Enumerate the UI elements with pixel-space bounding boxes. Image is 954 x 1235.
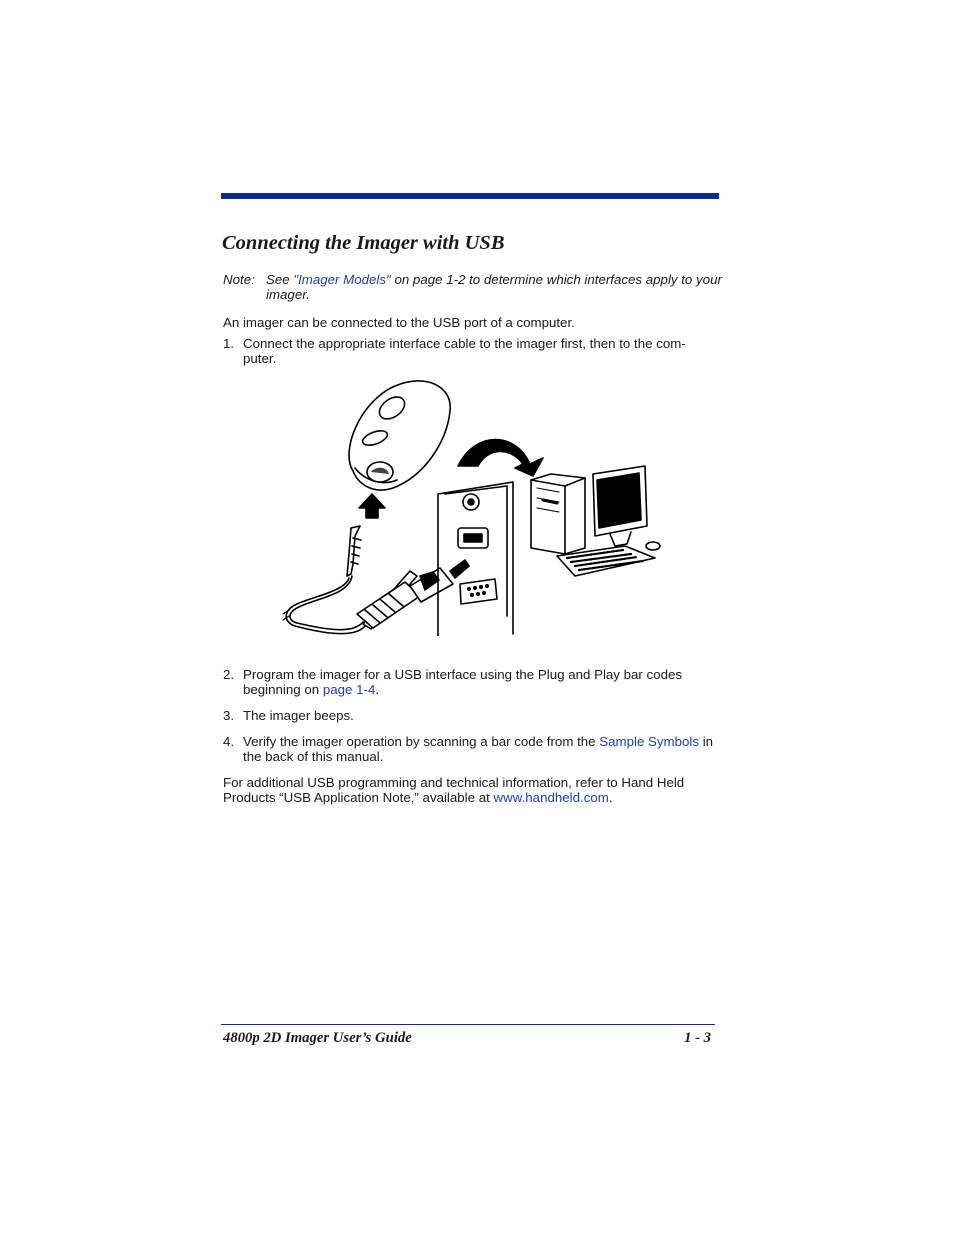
step-text [243,668,718,697]
note-suffix: on page 1-2 to determine which interfaces apply to your imager. [266,272,722,302]
step-text-before: Program the imager for a USB interface using the Plug and Play bar codes beginning on [243,667,683,697]
usb-connection-illustration [275,376,665,636]
step-1 [223,337,718,366]
note-block [223,273,723,302]
step-number: 1. [223,336,235,351]
computer-back-panel-icon [438,482,513,636]
step-text-after: in the back of this manual. [243,734,714,764]
note-prefix: See [266,272,294,287]
cable-icon [283,526,469,634]
imager-models-link[interactable]: "Imager Models" [293,272,391,287]
note-body [266,273,723,302]
footer-title: 4800p 2D Imager User’s Guide [223,1030,412,1046]
sample-symbols-link[interactable]: Sample Symbols [599,734,700,749]
header-rule [221,193,719,199]
footer-rule [221,1024,715,1025]
step-3 [223,709,718,724]
step-text: Connect the appropriate interface cable to the imager first, then to the com- puter. [243,336,686,366]
step-2 [223,668,718,697]
computer-icon [531,466,660,576]
closing-paragraph [223,776,718,805]
step-number: 4. [223,734,235,749]
step-text-before: Verify the imager operation by scanning a bar code from the [243,734,600,749]
step-4 [223,735,718,764]
step-number: 2. [223,667,235,682]
step-text-after: . [375,681,380,697]
closing-text-after: . [608,789,613,805]
step-text [243,735,718,764]
handheld-website-link[interactable]: www.handheld.com [493,789,609,805]
curved-arrow-icon [458,439,543,476]
closing-text-before: For additional USB programming and technical information, refer to Hand Held Products “USB Application Note,” available at [223,775,685,805]
page-number: 1 - 3 [684,1030,711,1046]
step-text: The imager beeps. [243,708,354,723]
up-arrow-icon [359,494,385,518]
section-heading: Connecting the Imager with USB [222,232,505,254]
imager-icon [349,381,450,490]
step-number: 3. [223,708,235,723]
note-label: Note: [223,272,255,287]
intro-paragraph: An imager can be connected to the USB port of a computer. [223,315,575,330]
page-1-4-link[interactable]: page 1-4 [322,681,376,697]
